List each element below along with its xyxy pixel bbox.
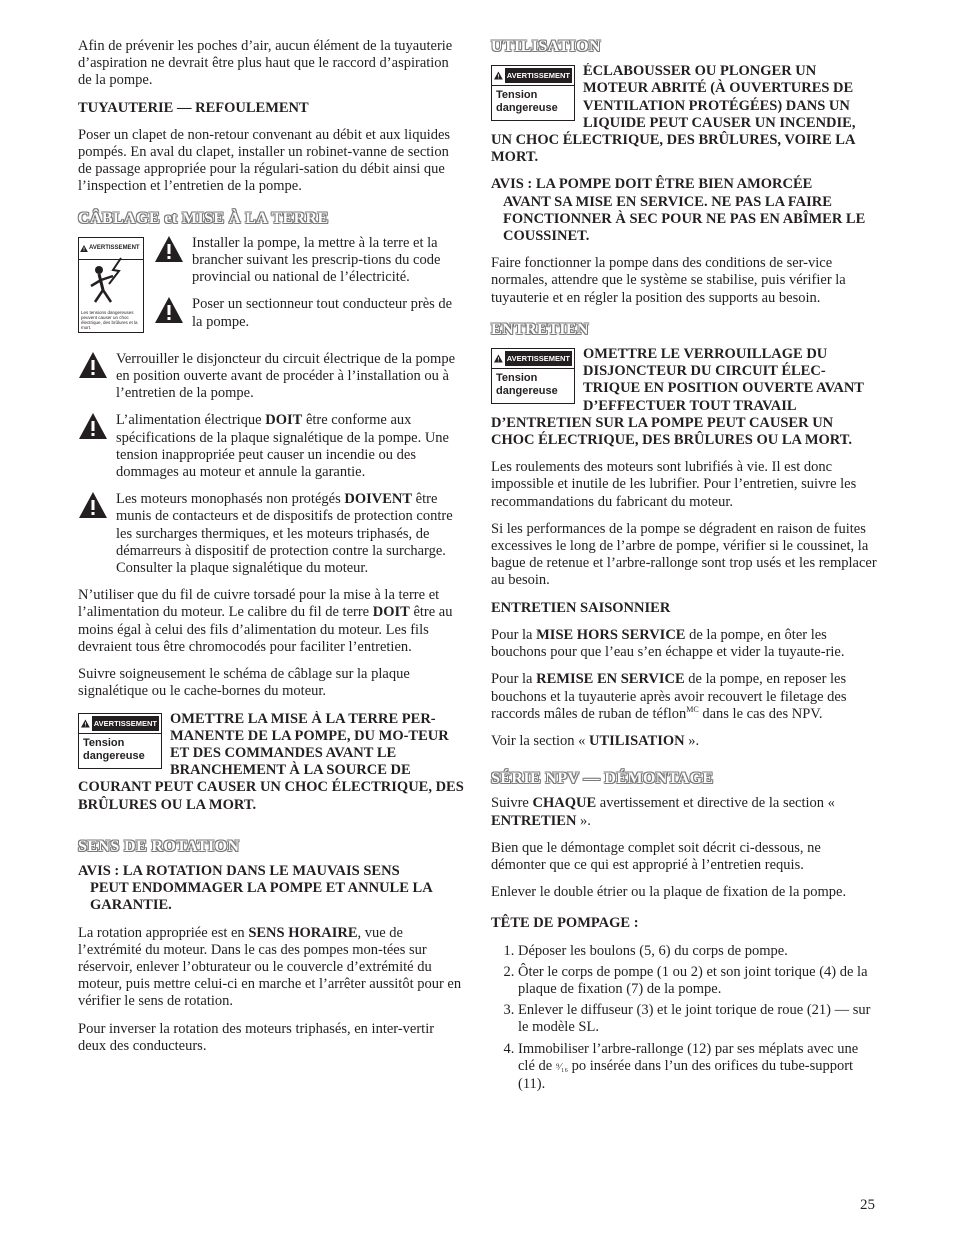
warning-motor-protection: Les moteurs monophasés non protégés DOIVENT être munis de contacteurs et de dispositifs de protection contre les surcharges thermiques, et les moteurs triphasés, de démarreurs à dispositif de protection contre la surcharge. Consulter la plaque signalétique du moteur.: [78, 491, 464, 577]
list-item: 1. Déposer les boulons (5, 6) du corps de pompe.: [518, 943, 877, 960]
wiring-section-title: CÂBLAGE et MISE À LA TERRE: [78, 209, 329, 227]
warning-triangle-icon: [154, 235, 184, 263]
rotation-text: La rotation appropriée est en SENS HORAIRE, vue de l’extrémité du moteur. Dans le cas des pompes mon-tées sur réservoir, enlever l’obturateur ou le couvercle d’extrémité du moteur, puis mettre celui-ci en marche et l’arrêter aussitôt pour en vérifier le sens de rotation.: [78, 924, 462, 1010]
left-column: [78, 38, 464, 1065]
warning-triangle-icon: [154, 296, 184, 324]
rotation-notice: AVIS : LA ROTATION DANS LE MAUVAIS SENS PEUT ENDOMMAGER LA POMPE ET ANNULE LA GARANTIE.: [78, 862, 432, 914]
disassembly-steps: [491, 943, 877, 1094]
warning-triangle-icon: [81, 719, 90, 728]
seasonal-heading: ENTRETIEN SAISONNIER: [491, 599, 671, 616]
warning-triangle-icon: [78, 412, 108, 440]
electric-shock-icon: [85, 256, 137, 304]
shock-label-caption: Les tensions dangereuses peuvent causer un choc électrique, des brûlures et la mort.: [81, 309, 138, 330]
discharge-text: Poser un clapet de non-retour convenant au débit et aux liquides pompés. En aval du clapet, installer un robinet-vanne de section de passage appropriée pour la régulari-sation du débit ainsi que l’inspection et l’entretien de la pompe.: [78, 126, 451, 195]
list-item: 2. Ôter le corps de pompe (1 ou 2) et son joint torique (4) de la plaque de fixation (7) de la pompe.: [518, 964, 877, 998]
shock-warning-label: AVERTISSEMENT Les tensions dangereuses peuvent causer un choc électrique, des brûlures et la mort.: [78, 237, 144, 333]
warning-triangle-icon: [78, 491, 108, 519]
seasonal-shutdown-text: Pour la MISE HORS SERVICE de la pompe, en ôter les bouchons pour que l’eau s’en échappe et vider la tuyaute-rie.: [491, 626, 845, 661]
hazardous-voltage-label: AVERTISSEMENT Tension dangereuse: [491, 348, 575, 404]
warning-triangle-icon: [78, 351, 108, 379]
pump-head-heading: TÊTE DE POMPAGE :: [491, 915, 639, 932]
right-column: [491, 38, 877, 1097]
discharge-heading: TUYAUTERIE — REFOULEMENT: [78, 99, 309, 116]
list-item: 4. Immobiliser l’arbre-rallonge (12) par ses méplats avec une clé de ⁹⁄₁₆ po insérée dans l’un des orifices du tube-support (11).: [518, 1041, 877, 1094]
list-item: 3. Enlever le diffuseur (3) et le joint torique de roue (21) — sur le modèle SL.: [518, 1002, 877, 1036]
hazardous-voltage-label: AVERTISSEMENT Tension dangereuse: [491, 65, 575, 121]
operation-notice: AVIS : LA POMPE DOIT ÊTRE BIEN AMORCÉE AVANT SA MISE EN SERVICE. NE PAS LA FAIRE FONCTIONNER À SEC POUR NE PAS EN ABÎMER LE COUSSINET.: [491, 176, 866, 245]
npv-remove-bracket: Enlever le double étrier ou la plaque de fixation de la pompe.: [491, 884, 847, 901]
copper-wire-text: N’utiliser que du fil de cuivre torsadé pour la mise à la terre et l’alimentation du moteur. Le calibre du fil de terre DOIT être au moins égal à celui des fils d’alimentation du moteur. Les fils devraient tous être chromocodés pour faciliter l’entretien.: [78, 587, 453, 655]
warning-triangle-icon: [494, 354, 503, 363]
suction-intro: Afin de prévenir les poches d’air, aucun élément de la tuyauterie d’aspiration ne devrait être plus haut que le raccord d’aspiration de la pompe.: [78, 38, 453, 89]
operation-section-title: UTILISATION: [491, 38, 601, 55]
warning-triangle-icon: [494, 71, 503, 80]
warning-lockout: Verrouiller le disjoncteur du circuit électrique de la pompe en position ouverte avant de procéder à l’installation ou à l’entretien de la pompe.: [78, 351, 464, 403]
warning-power-supply: L’alimentation électrique DOIT être conforme aux spécifications de la plaque signalétique de la pompe. Une tension inappropriée peut causer un incendie ou des dommages au moteur et annule la garantie.: [78, 412, 464, 481]
warning-triangle-icon: [80, 245, 88, 252]
npv-section-title: SÉRIE NPV — DÉMONTAGE: [491, 770, 714, 788]
maintenance-warning: AVERTISSEMENT Tension dangereuse OMETTRE LE VERROUILLAGE DU DISJONCTEUR DU CIRCUIT ÉLEC-TRIQUE EN POSITION OUVERTE AVANT D’EFFECTUER TOUT TRAVAIL D’ENTRETIEN SUR LA POMPE PEUT CAUSER UN CHOC ÉLECTRIQUE, DES BRÛLURES OU LA MORT.: [491, 346, 864, 449]
seasonal-startup-text: Pour la REMISE EN SERVICE de la pompe, en reposer les bouchons et la tuyauterie après avoir recouvert le filetage des raccords mâles de ruban de téflon$^{MC}$ dans le cas des NPV.: [491, 671, 847, 722]
hazardous-voltage-label: AVERTISSEMENT Tension dangereuse: [78, 713, 162, 769]
operation-text: Faire fonctionner la pompe dans des conditions de ser-vice normales, attendre que le système se stabilise, puis vérifier la tuyauterie et en régler la position des supports au besoin.: [491, 255, 846, 306]
npv-disassembly-note: Bien que le démontage complet soit décrit ci-dessous, ne démonter que ce qui est approprié à l’entretien requis.: [491, 839, 821, 873]
wiring-diagram-text: Suivre soigneusement le schéma de câblage sur la plaque signalétique ou le cache-bornes du moteur.: [78, 666, 410, 700]
wiring-warning-block: [78, 235, 464, 341]
wiring-item-disconnect: Poser un sectionneur tout conducteur près de la pompe.: [154, 296, 464, 330]
rotation-section-title: SENS DE ROTATION: [78, 837, 240, 855]
page-number: 25: [860, 1197, 875, 1213]
maintenance-bearings-text: Les roulements des moteurs sont lubrifiés à vie. Il est donc impossible et inutile de les lubrifier. Pour l’entretien, suivre les recommandations du fabricant du moteur.: [491, 459, 857, 510]
rotation-reverse-text: Pour inverser la rotation des moteurs triphasés, en inter-vertir deux des conducteurs.: [78, 1020, 435, 1054]
maintenance-performance-text: Si les performances de la pompe se dégradent en raison de fuites excessives le long de l’arbre de pompe, vérifier si le coussinet, la bague de retenue et l’arbre-rallonge sont trop usés et les remplacer au besoin.: [491, 520, 877, 589]
grounding-warning: AVERTISSEMENT Tension dangereuse OMETTRE LA MISE À LA TERRE PER-MANENTE DE LA POMPE, DU MO-TEUR ET DES COMMANDES AVANT LE BRANCHEMENT À LA SOURCE DE COURANT PEUT CAUSER UN CHOC ÉLECTRIQUE, DES BRÛLURES OU LA MORT.: [78, 710, 464, 813]
npv-follow-text: Suivre CHAQUE avertissement et directive de la section « ENTRETIEN ».: [491, 795, 835, 829]
operation-warning: AVERTISSEMENT Tension dangereuse ÉCLABOUSSER OU PLONGER UN MOTEUR ABRITÉ (À OUVERTURES DE VENTILATION PROTÉGÉES) DANS UN LIQUIDE PEUT CAUSER UN INCENDIE, UN CHOC ÉLECTRIQUE, DES BRÛLURES, VOIRE LA MORT.: [491, 63, 856, 166]
wiring-item-install: Installer la pompe, la mettre à la terre et la brancher suivant les prescrip-tions du code provincial ou national de l’électricité.: [154, 235, 464, 287]
see-operation-text: Voir la section « UTILISATION ».: [491, 732, 700, 749]
maintenance-section-title: ENTRETIEN: [491, 320, 589, 338]
